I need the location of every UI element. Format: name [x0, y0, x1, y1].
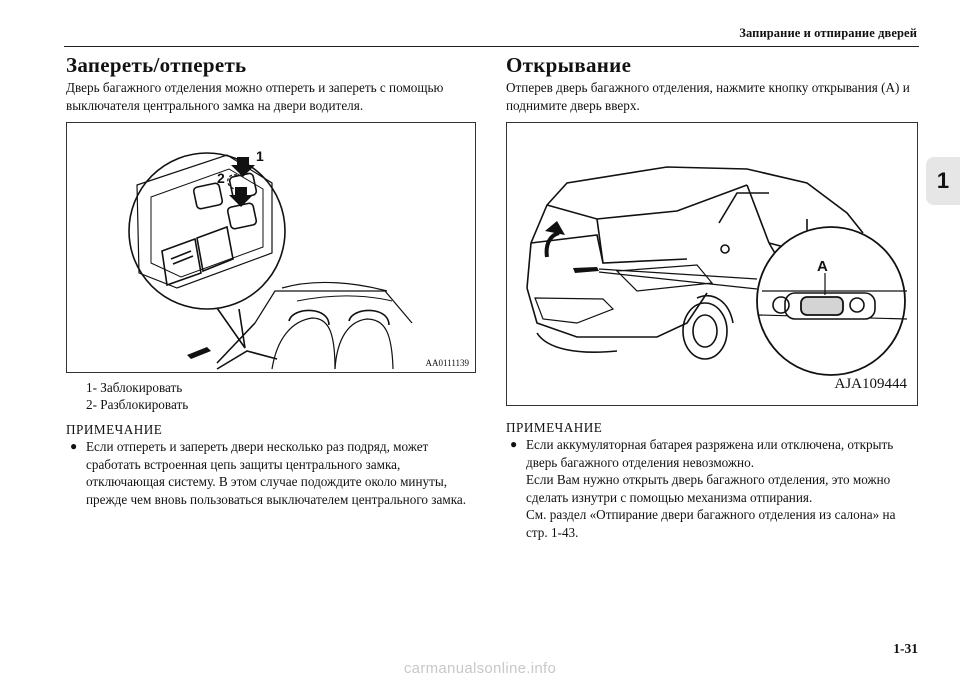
note-para-1: Если аккумуляторная батарея разряжена или отключена, открыть дверь багажного отделения невозможно.	[526, 437, 894, 470]
door-lock-switch-figure	[66, 122, 476, 373]
figure-code-left: AA0111139	[425, 358, 469, 368]
running-title: Запирание и отпирание дверей	[739, 26, 917, 40]
header-rule	[64, 46, 919, 47]
left-column	[66, 52, 476, 508]
section-title-lock: Запереть/отпереть	[66, 53, 247, 77]
right-column	[506, 52, 918, 542]
lift-arrow	[545, 221, 565, 235]
section-title-open: Открывание	[506, 53, 632, 77]
note-item-right	[506, 436, 918, 542]
callout-a-label: A	[817, 258, 828, 275]
chapter-tab[interactable]: 1	[926, 157, 960, 205]
tailgate-open-figure	[506, 122, 918, 406]
bullet-icon: ●	[510, 437, 518, 451]
figure-code-right: AJA109444	[834, 376, 907, 392]
callout-1-label: 1	[256, 148, 264, 164]
note-item-left	[66, 438, 476, 508]
watermark: carmanualsonline.info	[403, 660, 557, 677]
opening-button	[801, 297, 843, 315]
legend-item-unlock: 2- Разблокировать	[86, 396, 189, 412]
open-intro-text: Отперев дверь багажного отделения, нажмите кнопку открывания (А) и поднимите дверь вверх.	[506, 80, 910, 113]
page-number: 1-31	[893, 641, 918, 656]
bullet-icon: ●	[70, 439, 78, 453]
door-switch-illustration	[67, 123, 475, 372]
callout-pointer	[217, 308, 245, 348]
callout-2-label: 2	[217, 170, 225, 186]
figure-legend	[66, 380, 476, 413]
note-para-2: Если Вам нужно открыть дверь багажного отделения, это можно сделать изнутри с помощью механизма отпирания.	[526, 472, 891, 505]
lock-intro-text: Дверь багажного отделения можно отпереть и запереть с помощью выключателя центрального замка на двери водителя.	[66, 80, 444, 113]
legend-item-lock: 1- Заблокировать	[86, 380, 183, 395]
note-para-3: См. раздел «Отпирание двери багажного отделения из салона» на стр. 1-43.	[526, 507, 896, 540]
tailgate-illustration	[507, 123, 917, 405]
note-heading-left: ПРИМЕЧАНИЕ	[66, 422, 163, 437]
note-heading-right: ПРИМЕЧАНИЕ	[506, 420, 603, 435]
note-text-left: Если отпереть и запереть двери несколько раз подряд, может сработать встроенная цепь защиты центрального замка, отключающая систему. В этом случае подождите около минуты, прежде чем вновь пользоваться выключателем центрального замка.	[86, 439, 467, 507]
